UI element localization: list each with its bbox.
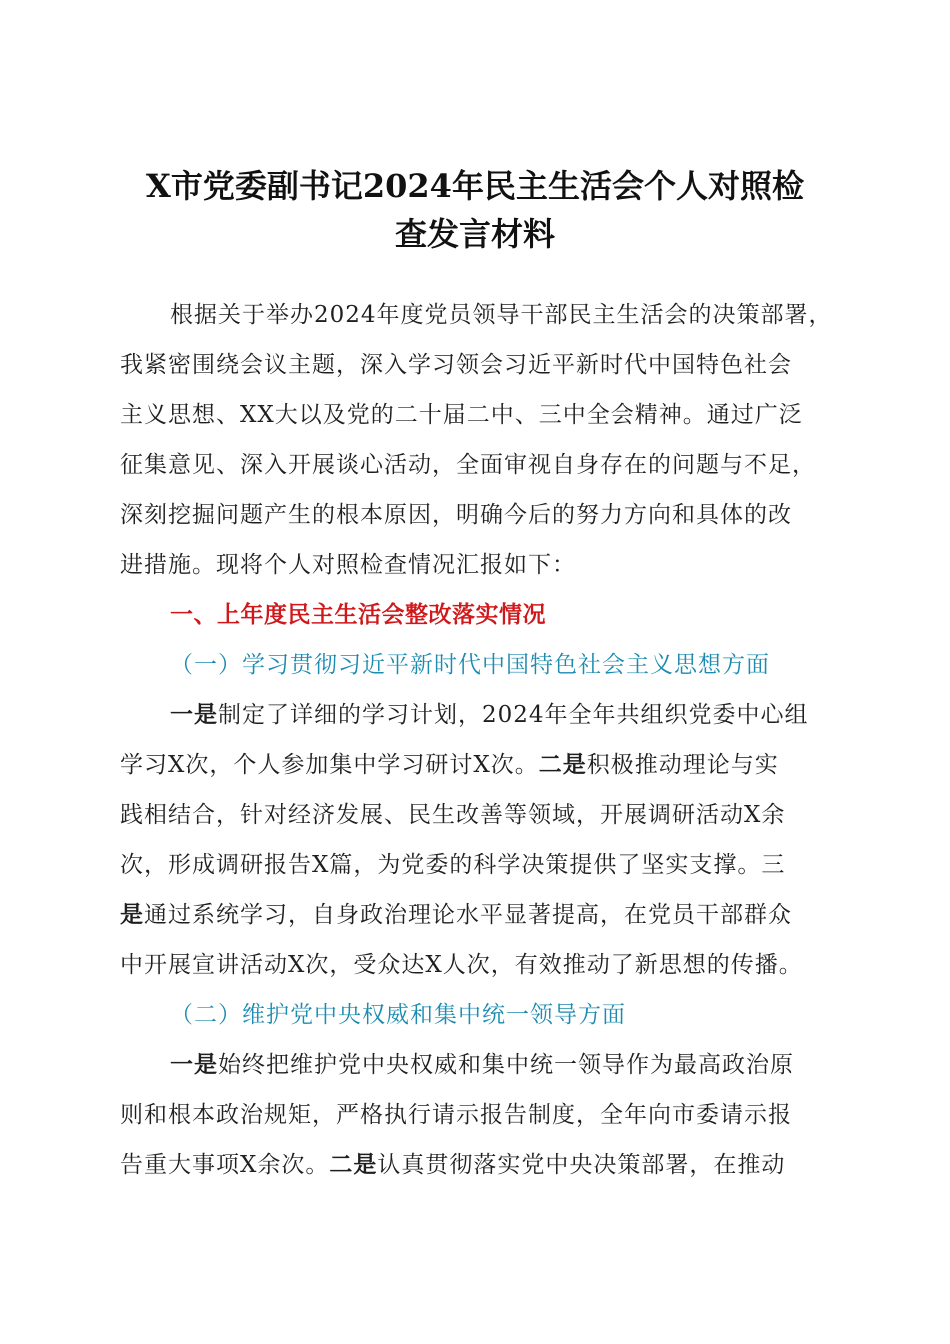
intro-line: 主义思想、XX大以及党的二十届二中、三中全会精神。通过广泛 [120, 402, 803, 428]
intro-line: 根据关于举办2024年度党员领导干部民主生活会的决策部署， [170, 302, 833, 328]
paragraph-line [170, 1049, 794, 1081]
intro-line: 征集意见、深入开展谈心活动，全面审视自身存在的问题与不足， [120, 452, 816, 478]
emphasis-label: 是 [120, 901, 144, 928]
paragraph-line [120, 749, 779, 781]
paragraph-text: 通过系统学习，自身政治理论水平显著提高，在党员干部群众 [144, 902, 792, 928]
paragraph-line: 次，形成调研报告X篇，为党委的科学决策提供了坚实支撑。三 [120, 852, 786, 878]
paragraph-text: 认真贯彻落实党中央决策部署，在推动 [377, 1152, 786, 1178]
paragraph-text: 始终把维护党中央权威和集中统一领导作为最高政治原 [218, 1052, 794, 1078]
paragraph-text: 积极推动理论与实 [586, 752, 779, 778]
emphasis-label: 二是 [329, 1151, 378, 1178]
subsection-heading: （二）维护党中央权威和集中统一领导方面 [170, 1002, 626, 1028]
document-title-line-1: X市党委副书记2024年民主生活会个人对照检 [146, 167, 804, 205]
section-heading: 一、上年度民主生活会整改落实情况 [170, 602, 546, 628]
paragraph-line: 则和根本政治规矩，严格执行请示报告制度，全年向市委请示报 [120, 1102, 792, 1128]
document-title-line-2: 查发言材料 [394, 215, 555, 253]
intro-line: 深刻挖掘问题产生的根本原因，明确今后的努力方向和具体的改 [120, 502, 792, 528]
emphasis-label: 二是 [538, 751, 587, 778]
intro-line: 进措施。现将个人对照检查情况汇报如下： [120, 552, 576, 578]
paragraph-line [120, 899, 792, 931]
emphasis-label: 一是 [170, 701, 218, 728]
paragraph-line: 践相结合，针对经济发展、民生改善等领域，开展调研活动X余 [120, 802, 786, 828]
paragraph-text: 制定了详细的学习计划，2024年全年共组织党委中心组 [218, 702, 809, 728]
paragraph-line [120, 1149, 785, 1181]
subsection-heading: （一）学习贯彻习近平新时代中国特色社会主义思想方面 [170, 652, 770, 678]
paragraph-line: 中开展宣讲活动X次，受众达X人次，有效推动了新思想的传播。 [120, 952, 803, 978]
intro-line: 我紧密围绕会议主题，深入学习领会习近平新时代中国特色社会 [120, 352, 792, 378]
emphasis-label: 一是 [170, 1051, 218, 1078]
paragraph-text: 学习X次，个人参加集中学习研讨X次。 [120, 752, 539, 778]
paragraph-text: 告重大事项X余次。 [120, 1152, 330, 1178]
paragraph-line [170, 699, 809, 731]
